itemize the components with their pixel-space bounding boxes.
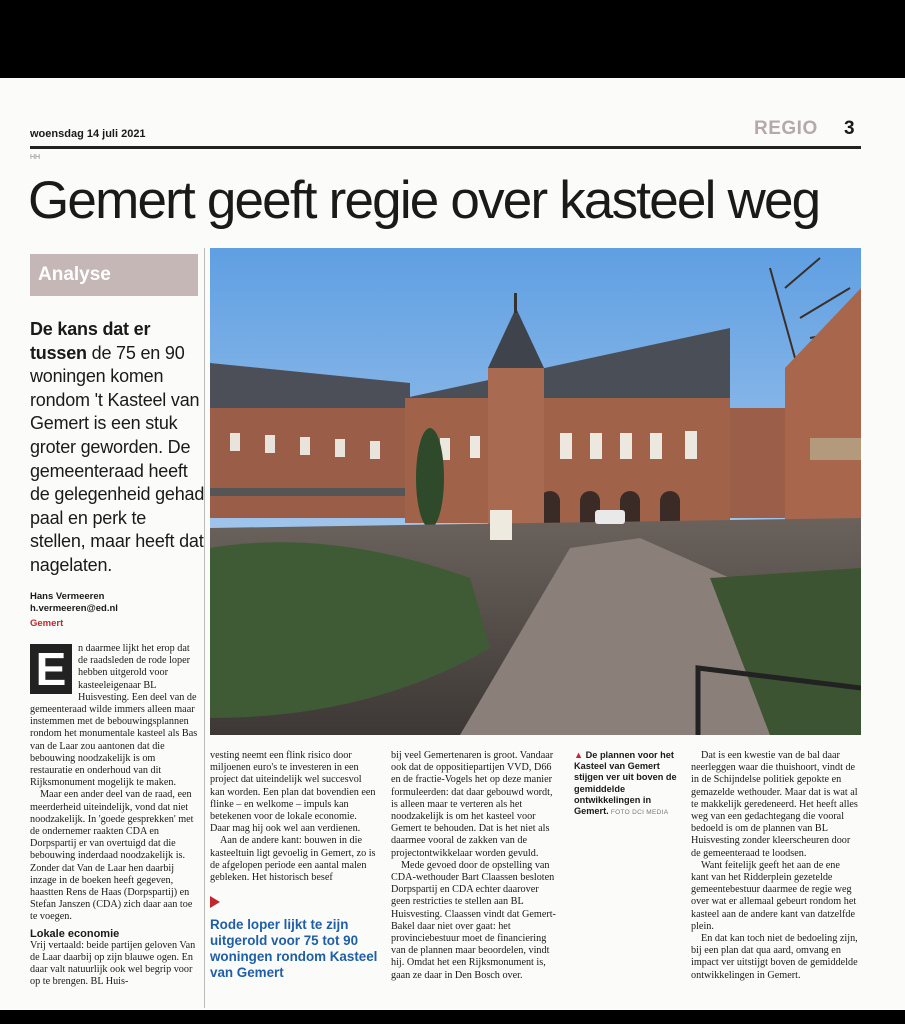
intro-rest: de 75 en 90 woningen komen rondom 't Kasteel van Gemert is een stuk groter geworden. De gemeenteraad heeft de gelegenheid gehad paal en perk te stellen, maar heeft dat nagelaten. [30, 342, 205, 575]
page-number: 3 [844, 118, 855, 139]
headline: Gemert geeft regie over kasteel weg [28, 171, 820, 230]
intro-bold: De kans dat er tussen [30, 319, 151, 363]
body-column-1 [30, 643, 198, 989]
author-name: Hans Vermeeren [30, 591, 105, 602]
castle-courtyard-photo [210, 248, 861, 735]
newspaper-page [0, 78, 905, 1010]
body-paragraph: Vrij vertaald: beide partijen geloven Van de Laar daarbij op zijn blauwe ogen. En daar valt natuurlijk ook wel begrip voor op te brengen. BL Huis- [30, 939, 196, 988]
body-column-2 [210, 750, 378, 884]
photo-credit: FOTO DCI MEDIA [608, 809, 669, 817]
body-column-5 [691, 750, 859, 982]
body-paragraph: Want feitelijk geeft het aan de ene kant van het Ridderplein gezetelde gemeentebestuur daarmee de regie weg over wat er allemaal gebeurt rondom het kasteel aan de andere kant van datzelfde plein. [691, 859, 857, 932]
subheading: Lokale economie [30, 927, 120, 940]
article-label: Analyse [38, 264, 111, 285]
caption-triangle-icon: ▲ [574, 750, 584, 760]
body-paragraph: bij veel Gemertenaren is groot. Vandaar ook dat de oppositiepartijen VVD, D66 en de fractie-Vogels het op deze manier formuleerden: dat daar gebouwd wordt, is alleen maar te verteren als het noodzakelijk is om het kasteel voor Gemert te behouden. Dat is het niet als daarmee vooral de zakken van de projectontwikkelaar worden gevuld. [391, 750, 554, 859]
dateline-location: Gemert [30, 618, 64, 629]
caption-text: De plannen voor het Kasteel van Gemert stijgen ver uit boven de gemiddelde ontwikkelingen in Gemert. [574, 750, 677, 817]
pull-quote-arrow-icon [210, 896, 220, 908]
issue-date: woensdag 14 juli 2021 [30, 128, 146, 140]
body-paragraph: n daarmee lijkt het erop dat de raadsleden de rode loper hebben uitgerold voor kasteeleigenaar BL Huisvesting. Een deel van de gemeenteraad wilde immers alleen maar instemmen met de bebouwingsplannen rondom het monumentale kasteel als Bas van de Laar zou aantonen dat die bebouwing noodzakelijk is om restauratie en onderhoud van dit Rijksmonument mogelijk te maken. [30, 643, 198, 789]
body-column-3 [391, 750, 559, 982]
author-email[interactable]: h.vermeeren@ed.nl [30, 603, 118, 614]
body-paragraph: Dat is een kwestie van de bal daar neerleggen waar die thuishoort, vindt de in de Schijndelse politiek gepokte en gemazelde wethouder. Maar dat is wat al te makkelijk geredeneerd. Het heeft alles weg van een gedachtegang die vooral bedoeld is om de plannen van BL Huisvesting zonder kleerscheuren door de gemeenteraad te loodsen. [691, 750, 858, 859]
drop-cap: E [30, 644, 72, 694]
intro-lead [30, 318, 205, 578]
editor-initials: HH [30, 154, 41, 161]
pull-quote: Rode loper lijkt te zijn uitgerold voor 75 tot 90 woningen rondom Kasteel van Gemert [210, 917, 378, 980]
column-divider [204, 248, 205, 1008]
body-paragraph: Mede gevoed door de opstelling van CDA-wethouder Bart Claassen besloten Dorpspartij en CDA echter daarover geen restricties te stellen aan BL Huisvesting. Claassen vindt dat Gemert-Bakel daar niet over gaat: het provinciebestuur moet de financiering van de plannen maar beoordelen, vindt hij. Omdat het een Rijksmonument is, gaan ze daar in Den Bosch over. [391, 859, 556, 981]
masthead-rule [30, 146, 861, 149]
body-paragraph: Maar een ander deel van de raad, een meerderheid uiteindelijk, vond dat niet noodzakelijk. In 'goede gesprekken' met de ondernemer raakten CDA en Dorpspartij er van overtuigd dat die bebouwing inderdaad noodzakelijk is. Zonder dat Van de Laar hen daarbij inzage in de boeken heeft gegeven, haastten Rens de Haas (Dorpspartij) en Stefan Janszen (CDA) zich daar aan toe te voegen. [30, 789, 194, 923]
body-paragraph: En dat kan toch niet de bedoeling zijn, bij een plan dat qua aard, omvang en impact ver uitstijgt boven de gemiddelde ontwikkelingen in Gemert. [691, 933, 858, 981]
photo-caption [574, 750, 682, 818]
body-paragraph: Aan de andere kant: bouwen in die kasteeltuin ligt gevoelig in Gemert, zo is de afgelopen periode een aantal malen gebleken. Het historisch besef [210, 835, 376, 884]
body-paragraph: vesting neemt een flink risico door miljoenen euro's te investeren in een project dat uiteindelijk wel succesvol kan worden. Een plan dat bovendien een flinke – en welkome – impuls kan betekenen voor de lokale economie. Daar mag hij ook wel aan verdienen. [210, 750, 376, 835]
photo-illustration [210, 248, 861, 735]
section-name: REGIO [754, 118, 818, 139]
